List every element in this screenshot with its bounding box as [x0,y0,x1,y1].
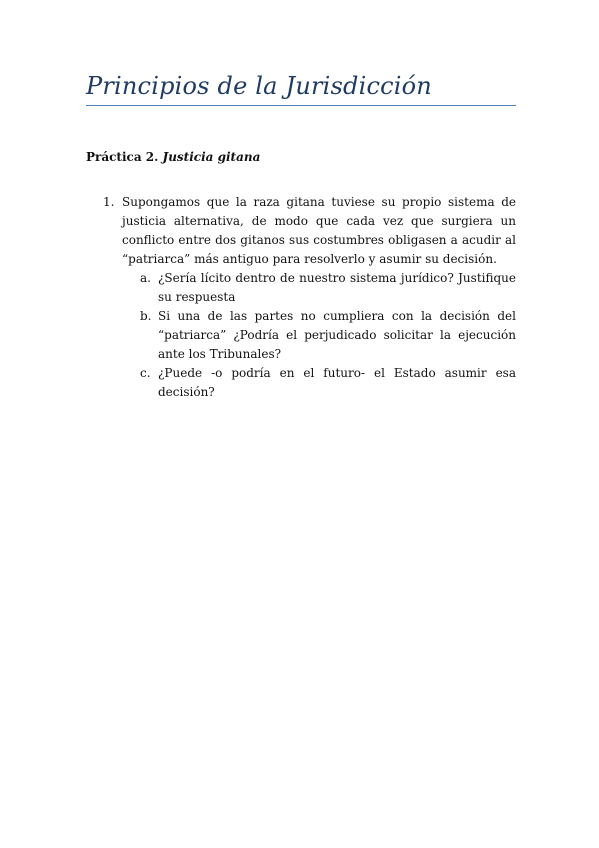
practice-label: Práctica 2. [86,150,159,164]
sub-question-b [122,307,516,364]
practice-heading [86,150,260,164]
sub-question-letter: b. [140,309,152,323]
sub-question-letter: c. [140,366,151,380]
sub-question-text: ¿Puede -o podría en el futuro- el Estado asumir esa decisión? [158,366,516,399]
sub-question-a [122,269,516,307]
title-underline-rule [86,105,516,106]
question-number: 1. [103,195,115,209]
sub-question-list [122,269,516,402]
sub-question-text: Si una de las partes no cumpliera con la decisión del “patriarca” ¿Podría el perjudicado solicitar la ejecución ante los Tribunales? [158,309,516,361]
question-list [86,193,516,402]
question-text: Supongamos que la raza gitana tuviese su propio sistema de justicia alternativa, de modo que cada vez que surgiera un conflicto entre dos gitanos sus costumbres obligasen a acudir al “patriarca” más antiguo para resolverlo y asumir su decisión. [122,195,516,266]
sub-question-letter: a. [140,271,151,285]
sub-question-c [122,364,516,402]
sub-question-text: ¿Sería lícito dentro de nuestro sistema jurídico? Justifique su respuesta [158,271,516,304]
question-item [86,193,516,402]
practice-subject: Justicia gitana [162,150,261,164]
document-title: Principios de la Jurisdicción [86,72,432,100]
